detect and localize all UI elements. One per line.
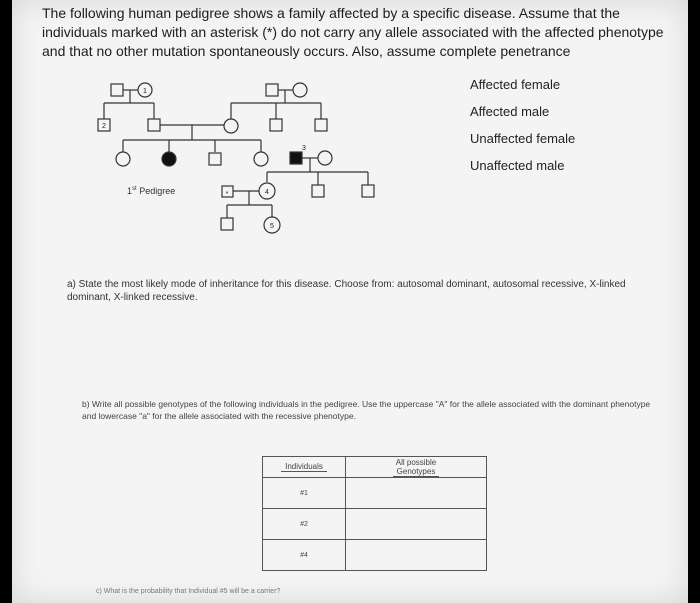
gen1-male-a <box>111 84 123 96</box>
gen1-female-b <box>293 83 307 97</box>
question-b: b) Write all possible genotypes of the following individuals in the pedigree. Use the uppercase "A" for the allele associated with the dominant phenotype and lowercase "a" for the allele associated with the recessive phenotype. <box>82 399 651 421</box>
genotype-table <box>262 456 487 571</box>
marker-5: 5 <box>270 223 274 230</box>
genotype-answer-cell[interactable] <box>346 478 487 509</box>
pedigree-chart <box>12 0 688 280</box>
genotype-answer-cell[interactable] <box>346 509 487 540</box>
marker-2: 2 <box>102 123 106 130</box>
legend-affected-male: Affected male <box>470 104 550 119</box>
gen5-male <box>221 218 233 230</box>
intro-line-2: individuals marked with an asterisk (*) do not carry any allele associated with the affected phenotype <box>42 24 664 40</box>
gen4-male-b <box>312 185 324 197</box>
question-a: a) State the most likely mode of inheritance for this disease. Choose from: autosomal dominant, autosomal recessive, X-linked dominant, X-linked recessive. <box>67 279 626 303</box>
table-row <box>263 478 487 509</box>
gen3-male-a <box>209 153 221 165</box>
pedigree-caption: 1st Pedigree <box>127 186 176 196</box>
legend-unaffected-female: Unaffected female <box>470 131 576 146</box>
gen4-male-c <box>362 185 374 197</box>
marker-3: 3 <box>302 145 306 152</box>
row-label: #4 <box>263 540 346 571</box>
table-row <box>263 540 487 571</box>
gen1-male-b <box>266 84 278 96</box>
marker-4: 4 <box>265 189 269 196</box>
gen3-female-b <box>254 152 268 166</box>
genotype-answer-cell[interactable] <box>346 540 487 571</box>
gen2-female-a <box>224 119 238 133</box>
gen3-female-affected <box>162 152 176 166</box>
intro-line-3: and that no other mutation spontaneously occurs. Also, assume complete penetrance <box>42 43 571 59</box>
legend-unaffected-male: Unaffected male <box>470 158 565 173</box>
gen3-female-a <box>116 152 130 166</box>
row-label: #1 <box>263 478 346 509</box>
gen3-male-affected-3 <box>290 152 302 164</box>
question-c: c) What is the probability that Individual #5 will be a carrier? <box>96 588 281 595</box>
row-label: #2 <box>263 509 346 540</box>
gen2-male-b <box>148 119 160 131</box>
header-individuals: Individuals <box>263 457 346 478</box>
gen3-female-c <box>318 151 332 165</box>
marker-1: 1 <box>143 88 147 95</box>
table-row <box>263 509 487 540</box>
gen2-male-d <box>315 119 327 131</box>
marker-asterisk: * <box>225 191 229 198</box>
legend-affected-female: Affected female <box>470 77 561 92</box>
worksheet-page <box>12 0 688 603</box>
gen2-male-c <box>270 119 282 131</box>
header-genotypes: All possible Genotypes <box>346 457 487 478</box>
intro-line-1: The following human pedigree shows a family affected by a specific disease. Assume that the <box>42 5 620 21</box>
pedigree-legend <box>470 76 575 184</box>
